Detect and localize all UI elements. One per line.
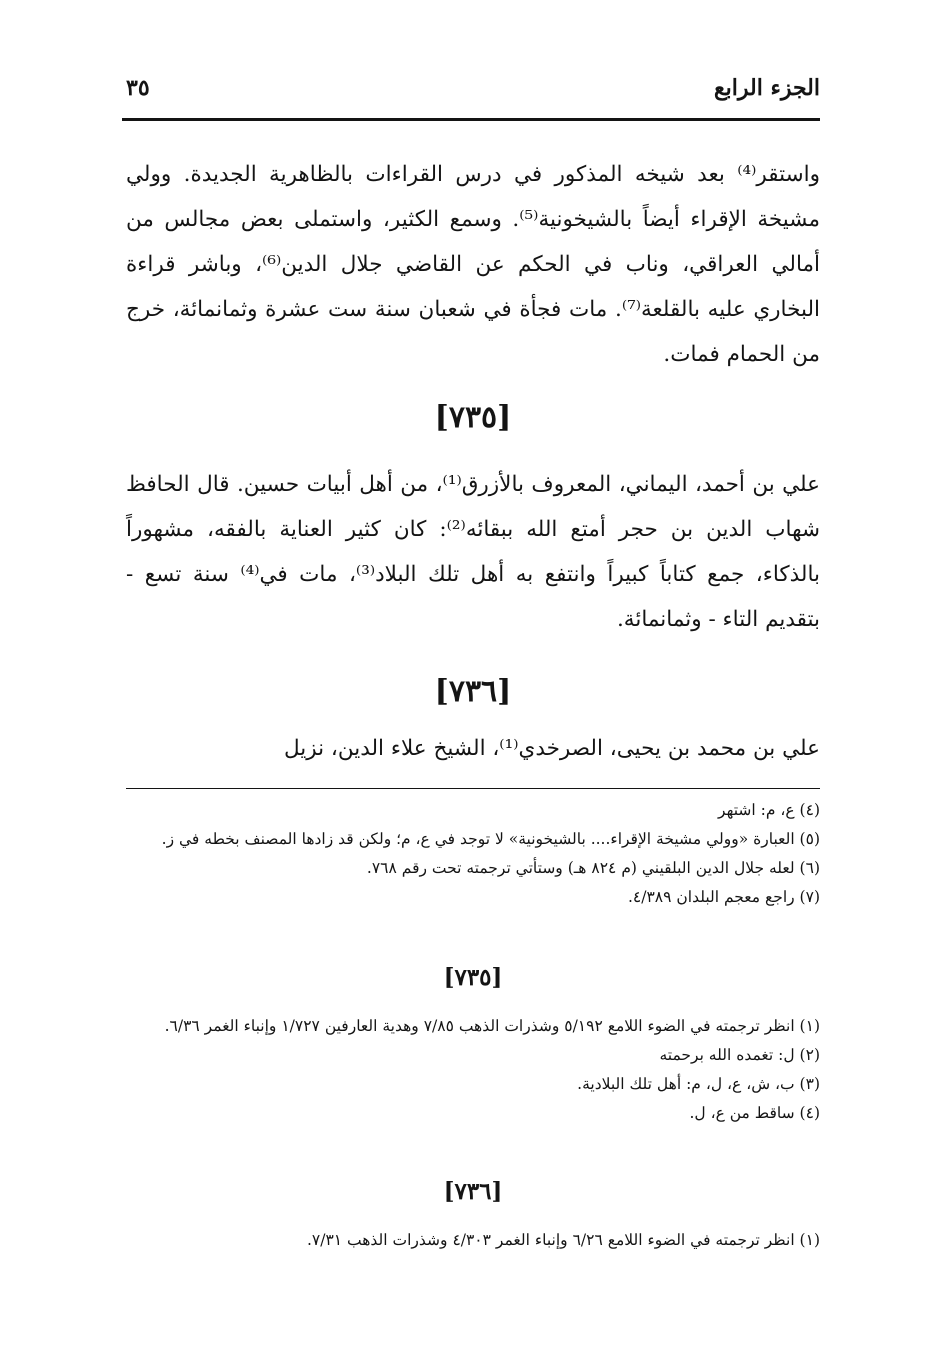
entry-heading-735: [٧٣٥] [434,400,512,435]
footnote: (٥) العبارة «وولي مشيخة الإقراء.... بالشيخونية» لا توجد في ع، م؛ ولكن قد زادها المصنف بخطه في ز. [161,830,820,848]
footnotes-group-735 [126,1012,820,1128]
footnote: (٢) ل: تغمده الله برحمته [659,1046,820,1064]
body-paragraph: علي بن أحمد، اليماني، المعروف بالأزرق⁽¹⁾، من أهل أبيات حسين. قال الحافظ شهاب الدين بن حجر أمتع الله ببقائه⁽²⁾: كان كثير العناية بالفقه، مشهوراً بالذكاء، جمع كتاباً كبيراً وانتفع به أهل تلك البلاد⁽³⁾، مات في⁽⁴⁾ سنة تسع - بتقديم التاء - وثمانمائة. [126,472,821,632]
footnote: (٣) ب، ش، ع، ل، م: أهل تلك البلادية. [577,1075,820,1093]
footnote-heading-736: [٧٣٦] [443,1178,503,1205]
footnote: (٤) ع، م: اشتهر [718,801,820,819]
page-header [126,70,820,106]
entry-734-continuation [126,152,820,377]
header-divider [122,118,820,121]
footnote: (٤) ساقط من ع، ل. [689,1104,820,1122]
footnote: (٦) لعله جلال الدين البلقيني (م ٨٢٤ هـ) وستأتي ترجمته تحت رقم ٧٦٨. [366,859,820,877]
footnote-divider [126,788,820,789]
footnote: (١) انظر ترجمته في الضوء اللامع ٦/٢٦ وإنباء الغمر ٤/٣٠٣ وشذرات الذهب ٧/٣١. [306,1231,820,1249]
footnote: (١) انظر ترجمته في الضوء اللامع ٥/١٩٢ وشذرات الذهب ٧/٨٥ وهدية العارفين ١/٧٢٧ وإنباء الغمر ٦/٣٦. [164,1017,820,1035]
entry-heading-736: [٧٣٦] [434,674,512,709]
footnote-heading-735: [٧٣٥] [443,964,503,991]
entry-735-text [126,462,820,642]
entry-736-text [126,726,820,771]
footnotes-group-736 [126,1226,820,1255]
footnote: (٧) راجع معجم البلدان ٤/٣٨٩. [627,888,820,906]
page-number: ٣٥ [126,75,150,101]
running-title: الجزء الرابع [713,75,820,101]
footnotes-group-734 [126,796,820,912]
body-paragraph: علي بن محمد بن يحيى، الصرخدي⁽¹⁾، الشيخ علاء الدين، نزيل [283,736,820,761]
body-paragraph: واستقر⁽⁴⁾ بعد شيخه المذكور في درس القراءات بالظاهرية الجديدة. وولي مشيخة الإقراء أيضاً بالشيخونية⁽⁵⁾. وسمع الكثير، واستملى بعض مجالس من أمالي العراقي، وناب في الحكم عن القاضي جلال الدين⁽⁶⁾، وباشر قراءة البخاري عليه بالقلعة⁽⁷⁾. مات فجأة في شعبان سنة ست عشرة وثمانمائة، خرج من الحمام فمات. [126,162,820,367]
